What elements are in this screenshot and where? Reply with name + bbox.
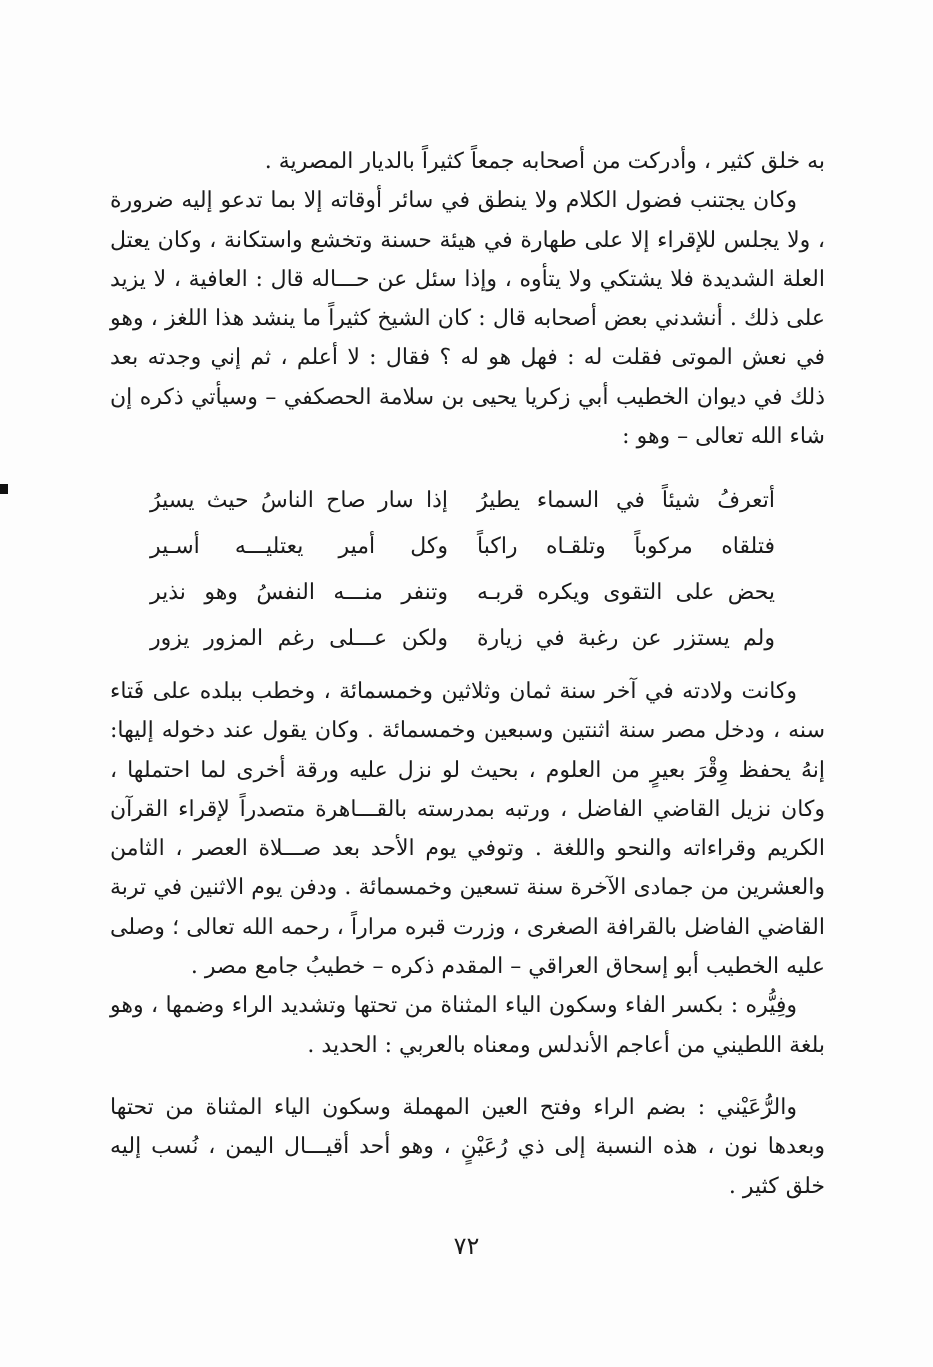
scan-edge-mark	[0, 484, 8, 494]
verse-line	[150, 616, 775, 662]
verse-second-hemistich: إذا سار صاح الناسُ حيث يسيرُ	[150, 488, 448, 513]
paragraph-name-meaning: وفِيُّره : بكسر الفاء وسكون الياء المثناة من تحتها وتشديد الراء وضمها ، وهو بلغة اللطيني من أعاجم الأندلس ومعناه بالعربي : الحديد .	[110, 993, 825, 1058]
verse-first-hemistich: فتلقاه مركوباً وتلقـاه راكباً	[477, 534, 775, 559]
paragraph-continuation: به خلق كثير ، وأدركت من أصحابه جمعاً كثيراً بالديار المصرية .	[264, 149, 825, 174]
verse-first-hemistich: ولم يستزر عن رغبة في زيارة	[477, 626, 775, 651]
verse-first-hemistich: يحض على التقوى ويكره قربـه	[477, 580, 775, 605]
page-number: ٧٢	[453, 1232, 480, 1260]
paragraph-nisba: والرُّعَيْني : بضم الراء وفتح العين المهملة وسكون الياء المثناة من تحتها وبعدها نون ، هذه النسبة إلى ذي رُعَيْنٍ ، وهو أحد أقيـــال اليمن ، نُسب إليه خلق كثير .	[110, 1095, 825, 1199]
verse-second-hemistich: وكل أمير يعتليـــه أسـير	[150, 534, 448, 559]
paragraph-character: وكان يجتنب فضول الكلام ولا ينطق في سائر أوقاته إلا بما تدعو إليه ضرورة ، ولا يجلس للإقراء إلا على طهارة في هيئة حسنة وتخشع واستكانة ، وكان يعتل العلة الشديدة فلا يشتكي ولا يتأوه ، وإذا سئل عن حـــاله قال : العافية ، لا يزيد على ذلك . أنشدني بعض أصحابه قال : كان الشيخ كثيراً ما ينشد هذا اللغز ، وهو في نعش الموتى فقلت له : فهل هو له ؟ فقال : لا أعلم ، ثم إني وجدته بعد ذلك في ديوان الخطيب أبي زكريا يحيى بن سلامة الحصكفي – وسيأتي ذكره إن شاء الله تعالى – وهو :	[110, 188, 825, 450]
verse-second-hemistich: وتنفر منـــه النفسُ وهو نذير	[150, 580, 448, 605]
verse-first-hemistich: أتعرفُ شيئاً في السماء يطيرُ	[477, 488, 775, 513]
text-block-top	[110, 142, 825, 456]
verse-second-hemistich: ولكن عـــلى رغم المزور يزور	[150, 626, 448, 651]
text-block-final	[110, 1088, 825, 1206]
paragraph-birth-death: وكانت ولادته في آخر سنة ثمان وثلاثين وخمسمائة ، وخطب ببلده على فَتاء سنه ، ودخل مصر سنة اثنتين وسبعين وخمسمائة . وكان يقول عند دخوله إليها: إنهُ يحفظ وِقْرَ بعيرٍ من العلوم ، بحيث لو نزل عليه ورقة أخرى لما احتملها ، وكان نزيل القاضي الفاضل ، ورتبه بمدرسته بالقـــاهرة متصدراً لإقراء القرآن الكريم وقراءاته والنحو واللغة . وتوفي يوم الأحد بعد صـــلاة العصر ، الثامن والعشرين من جمادى الآخرة سنة تسعين وخمسمائة . ودفن يوم الاثنين في تربة القاضي الفاضل بالقرافة الصغرى ، وزرت قبره مراراً ، رحمه الله تعالى ؛ وصلى عليه الخطيب أبو إسحاق العراقي – المقدم ذكره – خطيبُ جامع مصر .	[110, 679, 825, 980]
poem-verses	[150, 478, 775, 662]
verse-line	[150, 570, 775, 616]
verse-line	[150, 524, 775, 570]
verse-line	[150, 478, 775, 524]
text-block-bottom	[110, 672, 825, 1065]
